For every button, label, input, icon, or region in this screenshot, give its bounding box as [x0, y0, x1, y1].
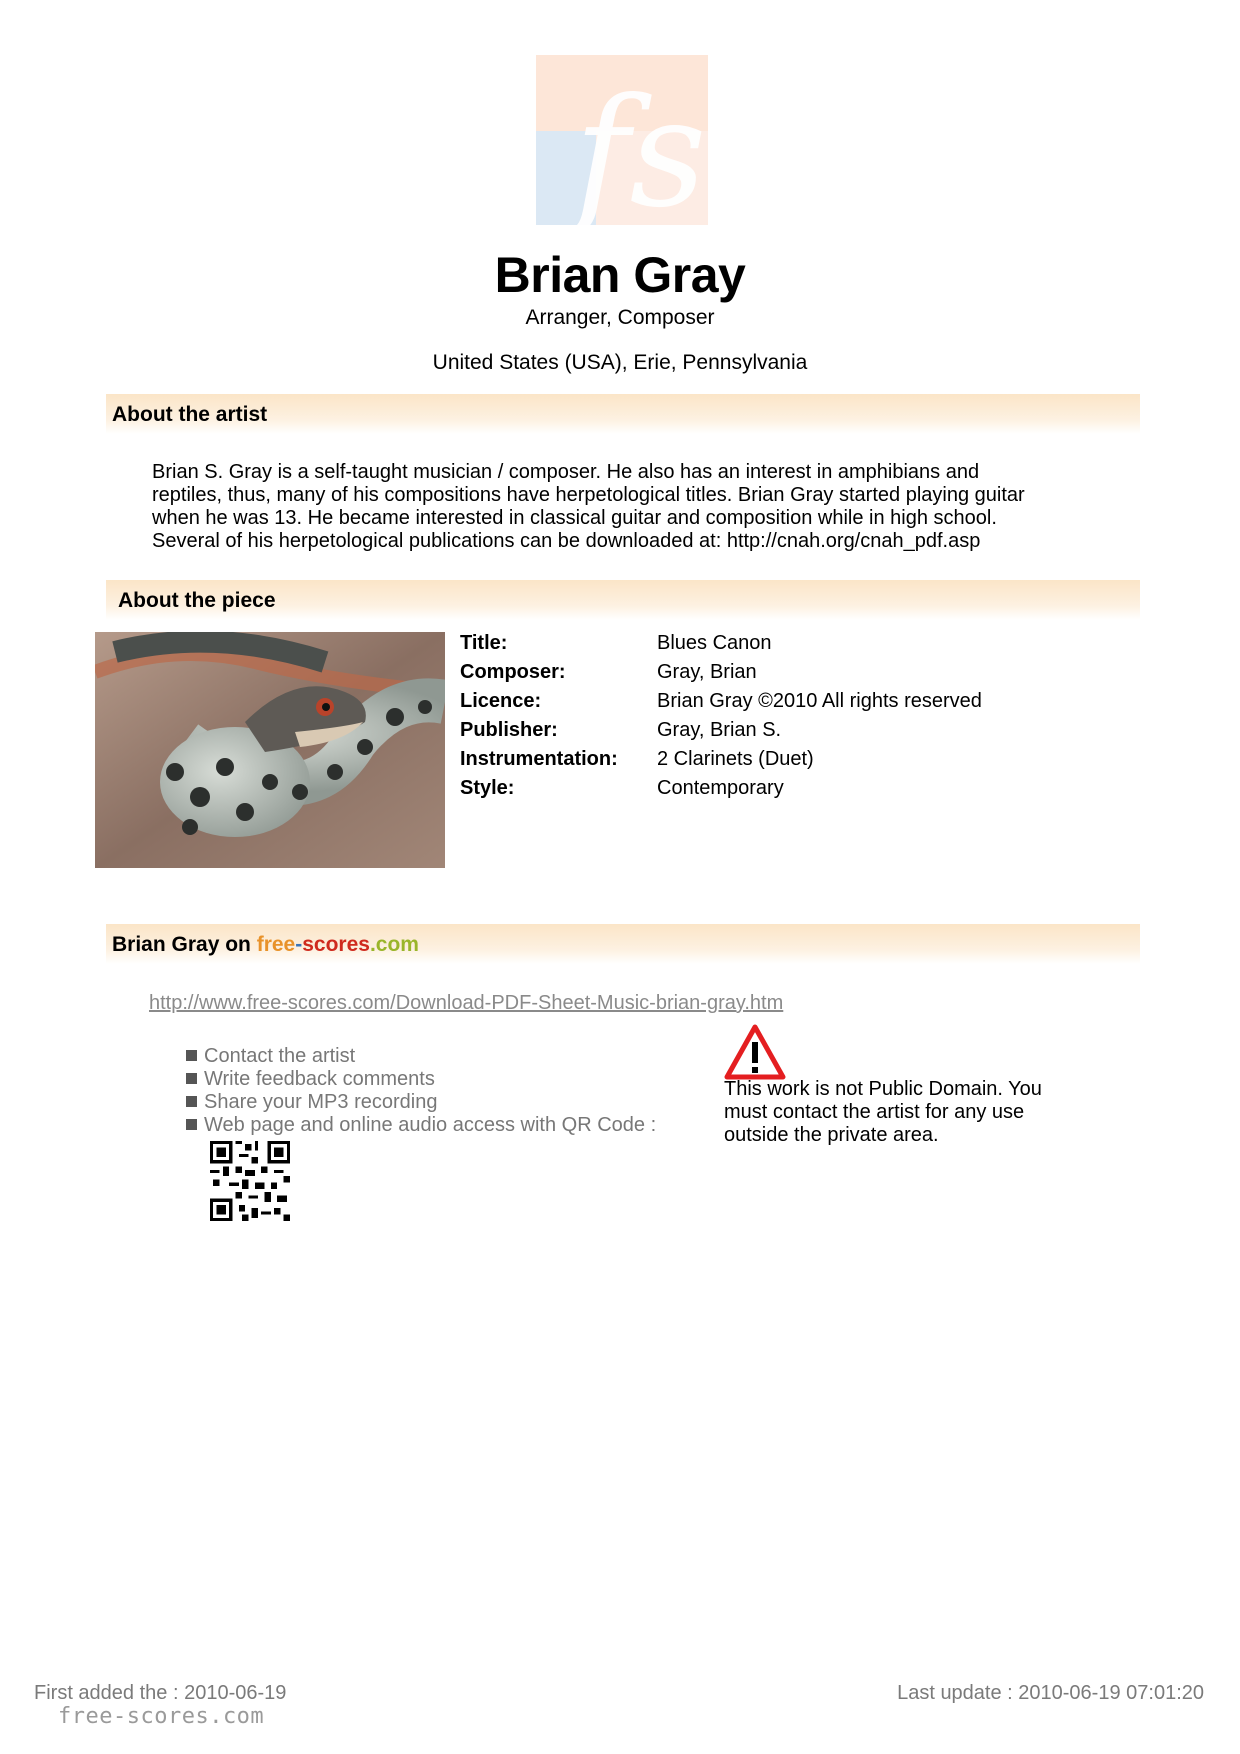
last-update-date: Last update : 2010-06-19 07:01:20	[897, 1682, 1204, 1704]
detail-label: Licence:	[460, 690, 542, 712]
free-scores-title-prefix: Brian Gray on	[112, 933, 257, 956]
detail-label: Instrumentation:	[460, 748, 618, 770]
detail-label: Publisher:	[460, 719, 558, 741]
artist-location: United States (USA), Erie, Pennsylvania	[432, 351, 808, 374]
link-label: Web page and online audio access with QR Code :	[204, 1114, 657, 1136]
detail-row-composer	[460, 661, 982, 690]
artist-page-link[interactable]: http://www.free-scores.com/Download-PDF-Sheet-Music-brian-gray.htm	[149, 992, 784, 1014]
copyright-warning	[724, 1078, 1084, 1147]
brand-free: free	[256, 933, 296, 956]
detail-label: Style:	[460, 777, 515, 799]
link-qr-code[interactable]	[186, 1114, 656, 1137]
detail-value: Blues Canon	[657, 632, 772, 654]
link-share-mp3[interactable]	[186, 1091, 656, 1114]
brand-dotcom: .com	[369, 933, 419, 956]
bio-line: Brian S. Gray is a self-taught musician / composer. He also has an interest in amphibians and	[152, 461, 980, 483]
detail-row-licence	[460, 690, 982, 719]
qr-code-icon[interactable]	[210, 1141, 290, 1221]
artist-roles: Arranger, Composer	[525, 306, 715, 329]
free-scores-title	[112, 933, 419, 957]
piece-details	[460, 632, 982, 806]
warning-line: This work is not Public Domain. You	[724, 1078, 1042, 1100]
link-label: Share your MP3 recording	[204, 1091, 438, 1113]
detail-label: Title:	[460, 632, 508, 654]
warning-line: must contact the artist for any use	[724, 1101, 1025, 1123]
svg-text:fs: fs	[574, 67, 707, 225]
artist-name: Brian Gray	[494, 247, 746, 303]
detail-value: Brian Gray ©2010 All rights reserved	[657, 690, 982, 712]
artist-biography	[152, 461, 1082, 553]
square-bullet-icon	[186, 1073, 197, 1084]
warning-line: outside the private area.	[724, 1124, 939, 1146]
about-artist-header	[106, 394, 1140, 434]
first-added-date: First added the : 2010-06-19	[34, 1682, 287, 1704]
detail-label: Composer:	[460, 661, 566, 683]
bio-line: when he was 13. He became interested in classical guitar and composition while in high school.	[152, 507, 997, 529]
detail-row-publisher	[460, 719, 982, 748]
about-artist-title: About the artist	[112, 403, 268, 426]
detail-row-title	[460, 632, 982, 661]
detail-row-style	[460, 777, 982, 806]
detail-row-instrumentation	[460, 748, 982, 777]
free-scores-logo	[536, 55, 708, 225]
warning-icon	[724, 1024, 786, 1080]
brand-dash: -	[295, 933, 303, 956]
free-scores-header	[106, 924, 1140, 964]
link-label: Write feedback comments	[204, 1068, 435, 1090]
about-piece-header	[106, 580, 1140, 620]
square-bullet-icon	[186, 1119, 197, 1130]
link-label: Contact the artist	[204, 1045, 356, 1067]
detail-value: Contemporary	[657, 777, 784, 799]
bio-line: reptiles, thus, many of his compositions have herpetological titles. Brian Gray started playing guitar	[152, 484, 1025, 506]
artist-links-list	[186, 1045, 656, 1137]
detail-value: Gray, Brian	[657, 661, 757, 683]
brand-scores: scores	[302, 933, 370, 956]
footer-logo: free-scores.com	[58, 1704, 265, 1729]
square-bullet-icon	[186, 1096, 197, 1107]
snake-photo	[95, 632, 445, 868]
detail-value: Gray, Brian S.	[657, 719, 782, 741]
link-write-feedback[interactable]	[186, 1068, 656, 1091]
detail-value: 2 Clarinets (Duet)	[657, 748, 814, 770]
square-bullet-icon	[186, 1050, 197, 1061]
link-contact-artist[interactable]	[186, 1045, 656, 1068]
bio-line: Several of his herpetological publications can be downloaded at: http://cnah.org/cnah_pdf.asp	[152, 530, 981, 552]
about-piece-title: About the piece	[118, 589, 276, 612]
